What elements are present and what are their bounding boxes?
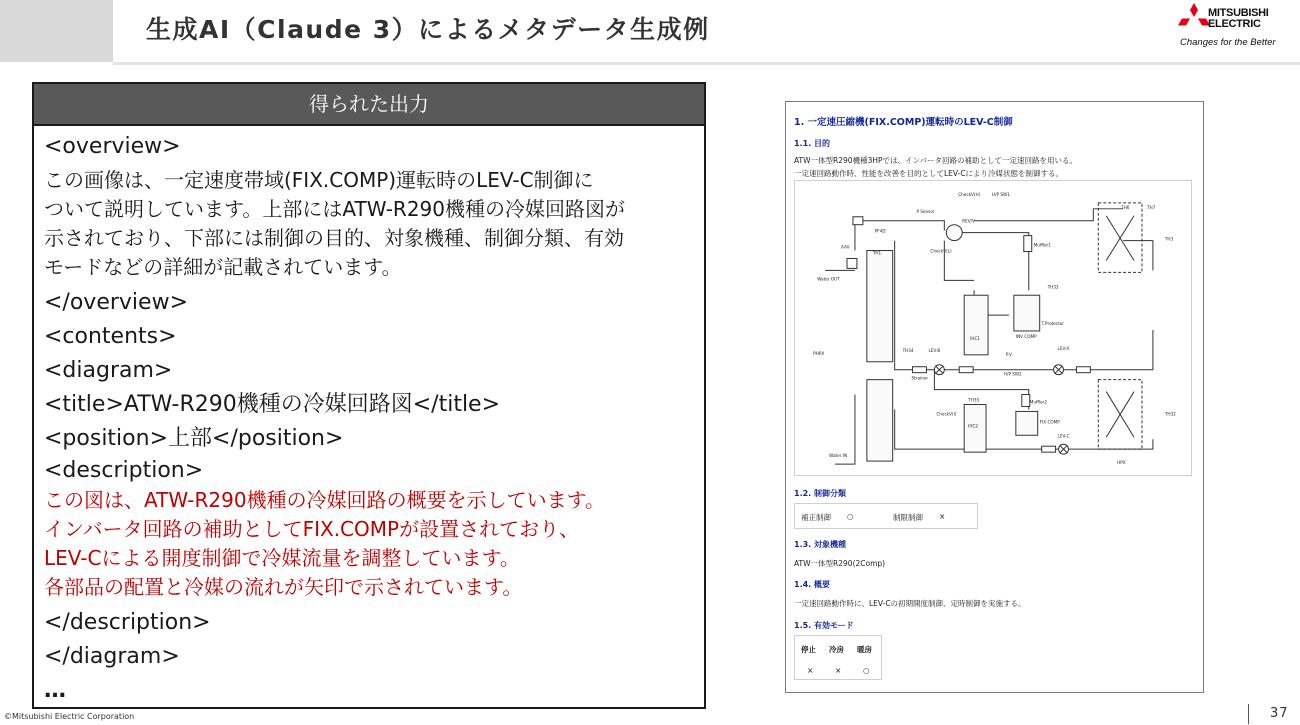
overview-line: モードなどの詳細が記載されています。 [44, 255, 402, 279]
overview-line: 示されており、下部には制御の目的、対象機種、制御分類、有効 [44, 226, 624, 250]
page-number-divider [1248, 704, 1249, 724]
doc-target-text: ATW一体型R290(2Comp) [794, 559, 886, 568]
contents-open-tag: <contents> [44, 324, 177, 349]
overview-line: ついて説明しています。上部にはATW-R290機種の冷媒回路図が [44, 197, 625, 221]
control-label: 補正制御 [801, 513, 831, 522]
overview-close-tag: </overview> [44, 290, 188, 315]
doc-purpose-line: 一定速回路動作時、性能を改善を目的としてLEV-Cにより冷媒状態を制御する。 [794, 169, 1064, 178]
diagram-label: T.Protector [1041, 321, 1064, 327]
doc-section-control-heading: 1.2. 制御分類 [794, 489, 846, 498]
diagram-label: TH33 [1047, 284, 1059, 290]
diagram-label: REV/V [962, 218, 975, 224]
diagram-label: PHPX [813, 350, 825, 356]
description-open-tag: <description> [44, 458, 204, 483]
diagram-label: CheckV(I) [936, 411, 957, 417]
output-heading: 得られた出力 [34, 84, 704, 126]
control-class-table [794, 503, 978, 529]
page-title: 生成AI（Claude 3）によるメタデータ生成例 [146, 15, 710, 44]
description-close-tag: </description> [44, 610, 211, 635]
diagram-label: TH7 [1146, 204, 1156, 210]
mode-mark: × [835, 666, 842, 675]
diagram-label: H/P SW2 [1003, 371, 1022, 377]
title-line: <title>ATW-R290機種の冷媒回路図</title> [44, 392, 501, 417]
page-number: 37 [1270, 706, 1289, 721]
diagram-label: LEV-B [928, 347, 941, 353]
overview-line: この画像は、一定速度帯域(FIX.COMP)運転時のLEV-C制御に [44, 168, 594, 192]
diagram-label: IHC1 [970, 335, 981, 341]
three-diamonds-icon [1178, 3, 1210, 33]
diagram-label: P.V [1005, 351, 1012, 357]
diagram-label: Water IN [829, 453, 848, 459]
overview-text [44, 166, 704, 282]
doc-purpose-line: ATW一体型R290機種3HPでは、インバータ回路の補助として一定速回路を用いる。 [794, 156, 1077, 165]
diagram-label: IHC2 [968, 423, 979, 429]
doc-overview-text: 一定速回路動作時に、LEV-Cの初期開度制御、定時制御を実施する。 [794, 599, 1026, 608]
ellipsis: … [44, 678, 66, 703]
valid-mode-table [794, 635, 882, 680]
source-document [785, 101, 1204, 693]
output-body [34, 126, 704, 708]
mode-label: 冷房 [829, 645, 844, 654]
diagram-label: LEV-A [1057, 345, 1070, 351]
diagram-label: PF4D [874, 228, 886, 234]
diagram-label: Water OUT [817, 276, 840, 282]
doc-heading: 1. 一定速圧縮機(FIX.COMP)運転時のLEV-C制御 [794, 117, 1013, 128]
diagram-label: Strainer [911, 375, 929, 381]
diagram-close-tag: </diagram> [44, 644, 180, 669]
mode-label: 停止 [801, 645, 816, 654]
doc-section-target-heading: 1.3. 対象機種 [794, 540, 846, 549]
diagram-label: TH35 [968, 397, 980, 403]
overview-open-tag: <overview> [44, 134, 181, 159]
header-band [0, 0, 113, 62]
description-line: この図は、ATW-R290機種の冷媒回路の概要を示しています。 [44, 488, 605, 512]
mode-label: 暖房 [857, 645, 872, 654]
doc-section-mode-heading: 1.5. 有効モード [794, 621, 854, 630]
diagram-label: HPX [1117, 460, 1126, 466]
header-divider [113, 62, 1300, 65]
diagram-label: TH6 [1121, 204, 1130, 210]
diagram-label: FIX COMP [1039, 419, 1060, 425]
diagram-label: Muffler2 [1029, 399, 1047, 405]
output-panel [32, 82, 706, 709]
diagram-label: Muffler1 [1033, 242, 1051, 248]
diagram-label: P Sensor [916, 208, 935, 214]
diagram-open-tag: <diagram> [44, 358, 173, 383]
description-line: インバータ回路の補助としてFIX.COMPが設置されており、 [44, 517, 580, 541]
doc-section-purpose-heading: 1.1. 目的 [794, 139, 830, 148]
control-mark: × [939, 512, 946, 521]
description-line: LEV-Cによる開度制御で冷媒流量を調整しています。 [44, 546, 520, 570]
company-logo [1178, 3, 1298, 49]
logo-tagline: Changes for the Better [1180, 37, 1276, 48]
refrigerant-circuit-diagram [794, 180, 1192, 476]
diagram-label: CheckV(H) [958, 191, 981, 197]
diagram-label: TH3 [1164, 236, 1174, 242]
doc-section-overview-heading: 1.4. 概要 [794, 580, 830, 589]
control-label: 制限制御 [893, 513, 923, 522]
diagram-label: TH1 [872, 250, 882, 256]
logo-wordmark: MITSUBISHI ELECTRIC [1208, 7, 1269, 30]
description-text [44, 486, 704, 602]
diagram-label: CheckV(L) [930, 248, 952, 254]
mode-mark: × [807, 666, 814, 675]
copyright: ©Mitsubishi Electric Corporation [4, 712, 135, 721]
diagram-label: LEV-C [1057, 433, 1070, 439]
mode-mark: ○ [863, 666, 870, 675]
description-line: 各部品の配置と冷媒の流れが矢印で示されています。 [44, 575, 523, 599]
diagram-label: TH34 [902, 347, 914, 353]
control-mark: ○ [847, 512, 854, 521]
diagram-label: AAV [841, 244, 850, 250]
position-line: <position>上部</position> [44, 426, 344, 451]
diagram-label: INV COMP [1015, 333, 1037, 339]
diagram-label: H/P SW1 [992, 191, 1010, 197]
diagram-label: TH32 [1164, 411, 1176, 417]
